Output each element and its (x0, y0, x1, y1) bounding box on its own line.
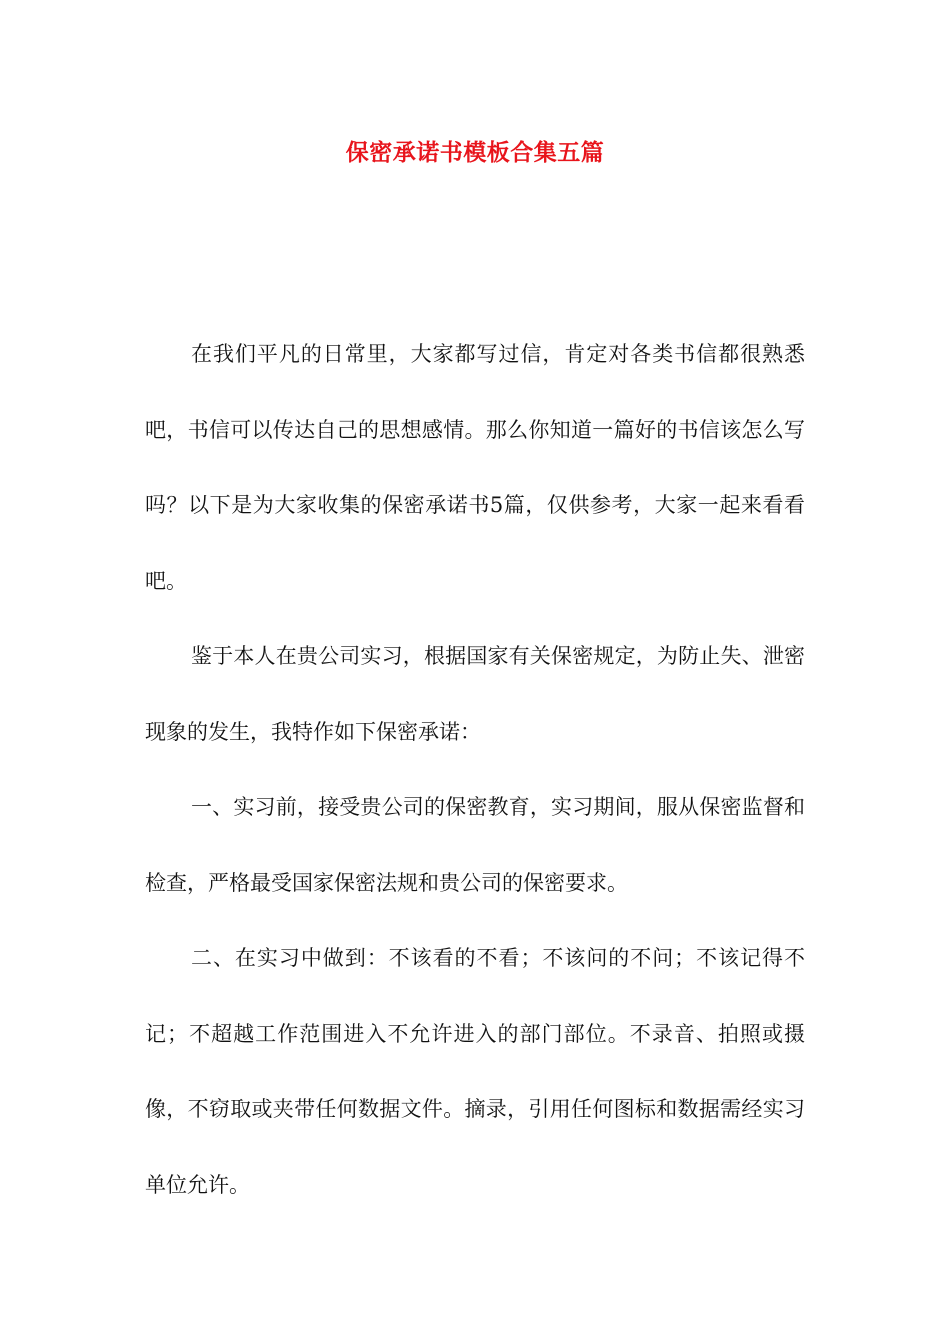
document-title: 保密承诺书模板合集五篇 (345, 139, 605, 166)
paragraph-commitment-preface: 鉴于本人在贵公司实习，根据国家有关保密规定，为防止失、泄密现象的发生，我特作如下保密承诺： (145, 644, 805, 744)
document-body (145, 317, 805, 1223)
paragraph-intro: 在我们平凡的日常里，大家都写过信，肯定对各类书信都很熟悉吧，书信可以传达自己的思想感情。那么你知道一篇好的书信该怎么写吗？以下是为大家收集的保密承诺书5篇，仅供参考，大家一起来看看吧。 (145, 342, 805, 593)
paragraph-item-one: 一、实习前，接受贵公司的保密教育，实习期间，服从保密监督和检查，严格最受国家保密法规和贵公司的保密要求。 (145, 795, 805, 895)
paragraph-item-two: 二、在实习中做到：不该看的不看；不该问的不问；不该记得不记；不超越工作范围进入不允许进入的部门部位。不录音、拍照或摄像，不窃取或夹带任何数据文件。摘录，引用任何图标和数据需经实习单位允许。 (145, 946, 805, 1197)
